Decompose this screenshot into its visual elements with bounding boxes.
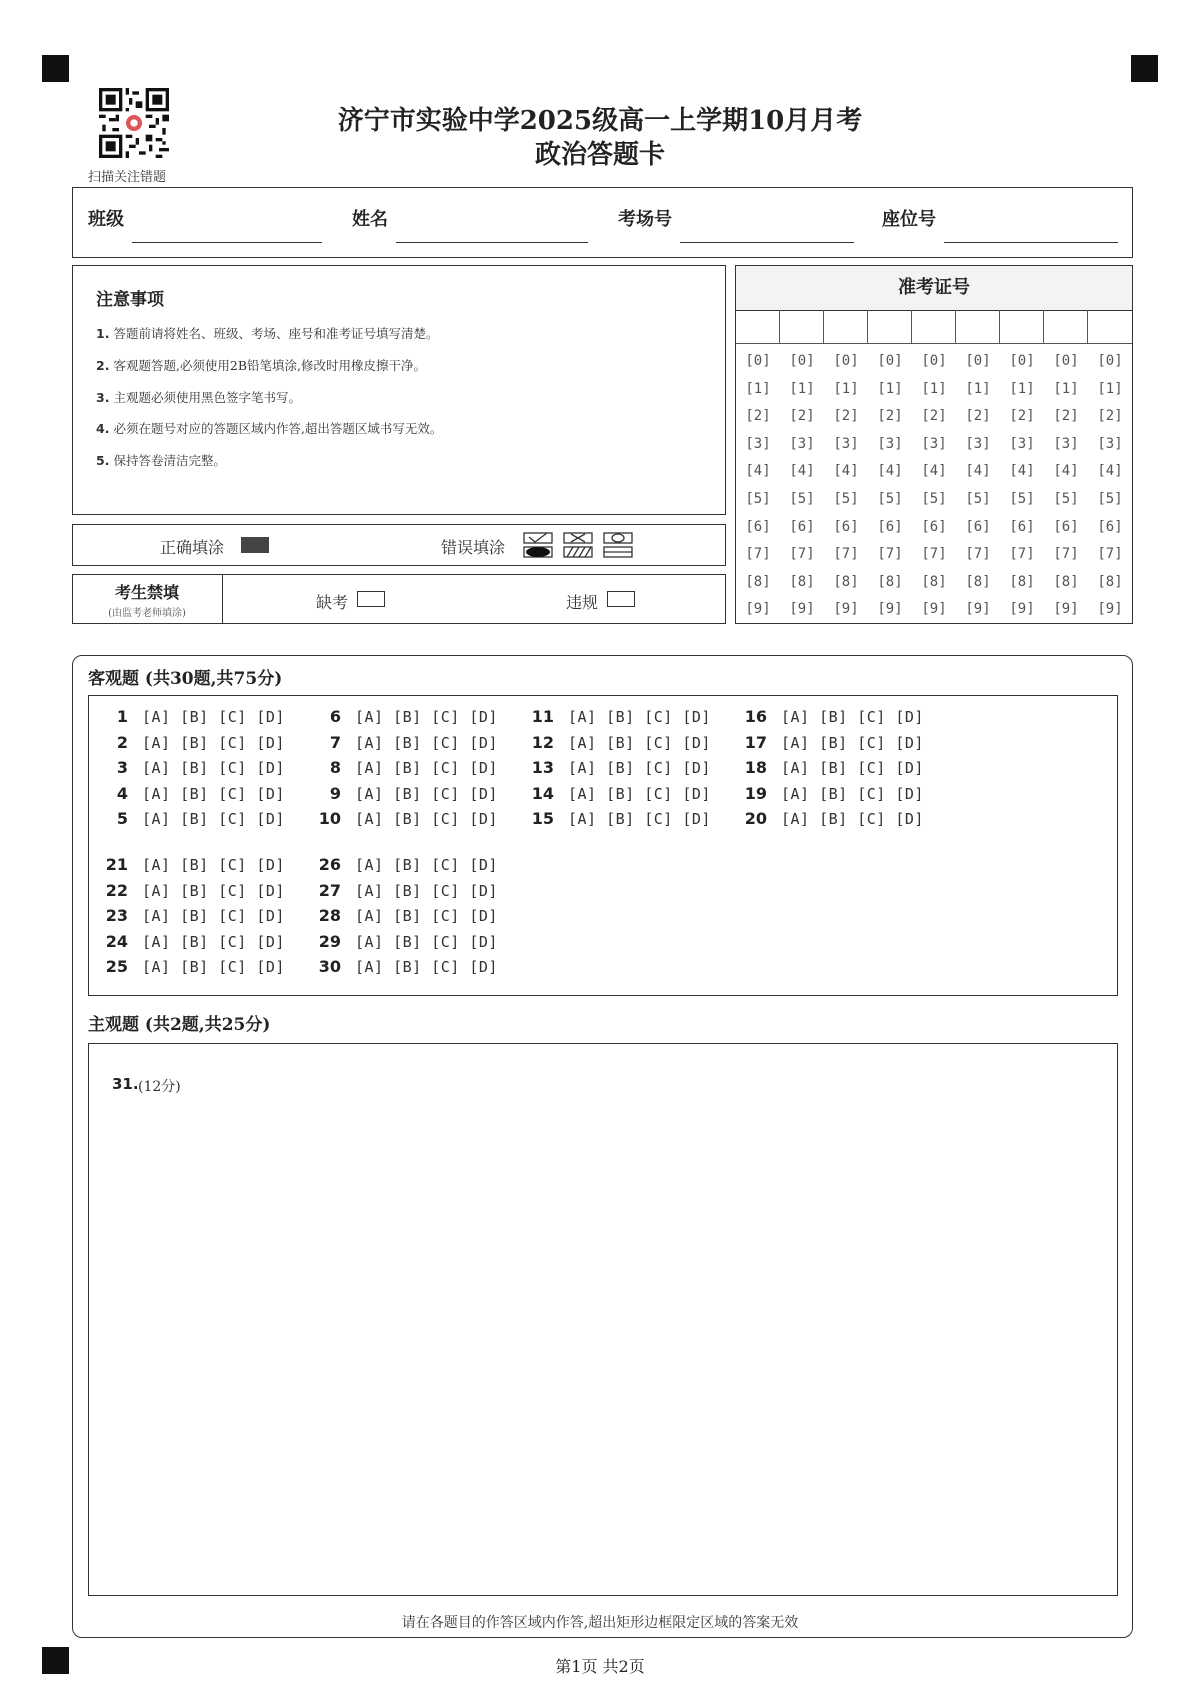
answer-options[interactable]: [A] [B] [C] [D] bbox=[355, 881, 498, 900]
admission-digit-bubble[interactable]: [9] bbox=[789, 601, 815, 618]
admission-digit-bubble[interactable]: [5] bbox=[1053, 491, 1079, 507]
q31-answer-area[interactable] bbox=[88, 1043, 1118, 1596]
admission-digit-bubble[interactable]: [6] bbox=[833, 518, 859, 535]
answer-options[interactable]: [A] [B] [C] [D] bbox=[355, 784, 498, 803]
question-number: 22 bbox=[105, 880, 128, 900]
exam-room-field[interactable] bbox=[680, 242, 854, 243]
admission-digit-bubble[interactable]: [5] bbox=[921, 491, 947, 507]
admission-digit-bubble[interactable]: [0] bbox=[877, 353, 903, 369]
admission-digit-bubble[interactable]: [7] bbox=[745, 546, 771, 563]
notice-item: 2. 客观题答题,必须使用2B铅笔填涂,修改时用橡皮擦干净。 bbox=[96, 358, 427, 373]
admission-digit-write-cell[interactable] bbox=[868, 310, 912, 344]
admission-digit-bubble[interactable]: [4] bbox=[745, 463, 771, 480]
admission-digit-bubble[interactable]: [5] bbox=[833, 491, 859, 507]
admission-digit-bubble[interactable]: [4] bbox=[877, 463, 903, 480]
admission-digit-bubble[interactable]: [6] bbox=[877, 518, 903, 535]
admission-digit-bubble[interactable]: [8] bbox=[877, 573, 903, 590]
question-number: 1 bbox=[116, 707, 128, 726]
admission-digit-bubble[interactable]: [6] bbox=[745, 518, 771, 535]
admission-digit-bubble[interactable]: [3] bbox=[965, 435, 991, 452]
admission-digit-bubble[interactable]: [3] bbox=[745, 435, 771, 452]
admission-number-title: 准考证号 bbox=[736, 266, 1132, 311]
admission-digit-bubble[interactable]: [1] bbox=[789, 380, 815, 397]
violation-label: 违规 bbox=[566, 593, 599, 612]
admission-digit-bubble[interactable]: [7] bbox=[921, 546, 947, 563]
notice-item: 3. 主观题必须使用黑色签字笔书写。 bbox=[96, 390, 301, 405]
objective-section-title: 客观题 (共30题,共75分) bbox=[88, 669, 283, 689]
admission-digit-bubble[interactable]: [8] bbox=[789, 573, 815, 590]
question-number: 21 bbox=[105, 855, 128, 874]
question-number: 17 bbox=[744, 732, 767, 752]
answer-options[interactable]: [A] [B] [C] [D] bbox=[142, 958, 285, 976]
proctor-sublabel: (由监考老师填涂) bbox=[108, 608, 186, 619]
answer-options[interactable]: [A] [B] [C] [D] bbox=[568, 759, 711, 777]
admission-digit-bubble[interactable]: [8] bbox=[1053, 573, 1079, 590]
question-number: 13 bbox=[531, 758, 554, 777]
admission-digit-bubble[interactable]: [2] bbox=[1097, 408, 1123, 425]
question-number: 29 bbox=[318, 931, 341, 951]
admission-digit-bubble[interactable]: [6] bbox=[1009, 518, 1035, 535]
admission-digit-bubble[interactable]: [7] bbox=[1097, 546, 1123, 563]
admission-digit-bubble[interactable]: [5] bbox=[877, 491, 903, 507]
objective-question-grid bbox=[88, 695, 1118, 996]
admission-digit-bubble[interactable]: [0] bbox=[965, 353, 991, 369]
violation-checkbox[interactable] bbox=[607, 591, 635, 607]
admission-digit-bubble[interactable]: [8] bbox=[745, 573, 771, 590]
question-number: 28 bbox=[318, 906, 341, 925]
admission-digit-bubble[interactable]: [9] bbox=[1053, 601, 1079, 618]
subjective-section-title: 主观题 (共2题,共25分) bbox=[88, 1015, 271, 1035]
page-title: 济宁市实验中学2025级高一上学期10月月考 bbox=[337, 106, 863, 136]
admission-digit-bubble[interactable]: [7] bbox=[877, 546, 903, 563]
admission-digit-bubble[interactable]: [9] bbox=[965, 601, 991, 618]
admission-digit-bubble[interactable]: [2] bbox=[877, 408, 903, 425]
admission-digit-write-cell[interactable] bbox=[780, 310, 824, 344]
admission-digit-bubble[interactable]: [6] bbox=[1053, 518, 1079, 535]
admission-digit-bubble[interactable]: [2] bbox=[745, 408, 771, 425]
admission-digit-bubble[interactable]: [7] bbox=[833, 546, 859, 563]
answer-options[interactable]: [A] [B] [C] [D] bbox=[142, 759, 285, 777]
question-number: 7 bbox=[329, 732, 341, 752]
q31-score: (12分) bbox=[138, 1079, 181, 1095]
notice-item: 1. 答题前请将姓名、班级、考场、座号和准考证号填写清楚。 bbox=[96, 326, 439, 341]
admission-digit-bubble[interactable]: [4] bbox=[921, 463, 947, 480]
question-number: 12 bbox=[531, 732, 554, 752]
admission-digit-write-cell[interactable] bbox=[956, 310, 1000, 344]
admission-digit-bubble[interactable]: [2] bbox=[833, 408, 859, 425]
admission-digit-bubble[interactable]: [1] bbox=[833, 380, 859, 397]
answer-options[interactable]: [A] [B] [C] [D] bbox=[781, 784, 924, 803]
name-field[interactable] bbox=[396, 242, 588, 243]
admission-digit-bubble[interactable]: [1] bbox=[921, 380, 947, 397]
admission-digit-bubble[interactable]: [7] bbox=[789, 546, 815, 563]
question-number: 24 bbox=[105, 931, 128, 951]
admission-digit-bubble[interactable]: [3] bbox=[1009, 435, 1035, 452]
question-number: 2 bbox=[116, 732, 128, 752]
admission-digit-bubble[interactable]: [1] bbox=[1097, 380, 1123, 397]
admission-digit-bubble[interactable]: [4] bbox=[789, 463, 815, 480]
question-number: 9 bbox=[329, 783, 341, 803]
admission-digit-bubble[interactable]: [5] bbox=[1009, 491, 1035, 507]
answer-options[interactable]: [A] [B] [C] [D] bbox=[781, 733, 924, 752]
answer-options[interactable]: [A] [B] [C] [D] bbox=[142, 932, 285, 951]
admission-digit-bubble[interactable]: [1] bbox=[745, 380, 771, 397]
admission-digit-bubble[interactable]: [9] bbox=[921, 601, 947, 618]
admission-digit-bubble[interactable]: [8] bbox=[965, 573, 991, 590]
page-subtitle: 政治答题卡 bbox=[534, 140, 665, 170]
admission-digit-bubble[interactable]: [0] bbox=[921, 353, 947, 369]
admission-digit-bubble[interactable]: [5] bbox=[1097, 491, 1123, 507]
answer-options[interactable]: [A] [B] [C] [D] bbox=[355, 759, 498, 777]
admission-digit-write-cell[interactable] bbox=[824, 310, 868, 344]
admission-digit-bubble[interactable]: [5] bbox=[745, 491, 771, 507]
admission-digit-bubble[interactable]: [2] bbox=[789, 408, 815, 425]
admission-digit-bubble[interactable]: [8] bbox=[921, 573, 947, 590]
admission-digit-bubble[interactable]: [1] bbox=[1009, 380, 1035, 397]
admission-digit-bubble[interactable]: [9] bbox=[745, 601, 771, 618]
question-number: 5 bbox=[116, 809, 128, 828]
student-info-box bbox=[72, 187, 1133, 258]
qr-caption: 扫描关注错题 bbox=[88, 170, 167, 185]
admission-digit-bubble[interactable]: [9] bbox=[877, 601, 903, 618]
admission-digit-bubble[interactable]: [3] bbox=[789, 435, 815, 452]
registration-marker-top-left bbox=[42, 55, 69, 82]
admission-digit-write-cell[interactable] bbox=[1088, 310, 1132, 344]
admission-digit-bubble[interactable]: [6] bbox=[789, 518, 815, 535]
admission-digit-bubble[interactable]: [4] bbox=[833, 463, 859, 480]
admission-digit-bubble[interactable]: [3] bbox=[833, 435, 859, 452]
admission-digit-bubble[interactable]: [0] bbox=[1097, 353, 1123, 369]
admission-digit-write-cell[interactable] bbox=[1044, 310, 1088, 344]
admission-number-grid bbox=[736, 310, 1132, 623]
absent-label: 缺考 bbox=[316, 593, 349, 612]
admission-digit-bubble[interactable]: [8] bbox=[1097, 573, 1123, 590]
question-number: 10 bbox=[318, 809, 341, 828]
answer-options[interactable]: [A] [B] [C] [D] bbox=[781, 810, 924, 828]
answer-area-warning: 请在各题目的作答区域内作答,超出矩形边框限定区域的答案无效 bbox=[401, 1615, 799, 1631]
answer-options[interactable]: [A] [B] [C] [D] bbox=[781, 759, 924, 777]
page-number: 第1页 共2页 bbox=[555, 1657, 645, 1676]
answer-options[interactable]: [A] [B] [C] [D] bbox=[355, 958, 498, 976]
answer-options[interactable]: [A] [B] [C] [D] bbox=[142, 733, 285, 752]
admission-digit-bubble[interactable]: [1] bbox=[965, 380, 991, 397]
notice-item: 5. 保持答卷清洁完整。 bbox=[96, 453, 226, 468]
question-number: 20 bbox=[744, 809, 767, 828]
admission-digit-bubble[interactable]: [3] bbox=[1097, 435, 1123, 452]
question-number: 26 bbox=[318, 855, 341, 874]
question-number: 15 bbox=[531, 809, 554, 828]
q31-number: 31. bbox=[112, 1075, 139, 1093]
admission-digit-bubble[interactable]: [5] bbox=[965, 491, 991, 507]
answer-options[interactable]: [A] [B] [C] [D] bbox=[568, 708, 711, 726]
absent-checkbox[interactable] bbox=[357, 591, 385, 607]
correct-fill-label: 正确填涂 bbox=[160, 538, 225, 557]
admission-digit-bubble[interactable]: [0] bbox=[745, 353, 771, 369]
question-number: 8 bbox=[329, 758, 341, 777]
correct-fill-icon bbox=[241, 537, 269, 553]
class-field[interactable] bbox=[132, 242, 322, 243]
answer-options[interactable]: [A] [B] [C] [D] bbox=[142, 881, 285, 900]
answer-options[interactable]: [A] [B] [C] [D] bbox=[355, 733, 498, 752]
answer-options[interactable]: [A] [B] [C] [D] bbox=[355, 856, 498, 874]
admission-digit-bubble[interactable]: [1] bbox=[877, 380, 903, 397]
question-number: 14 bbox=[531, 783, 554, 803]
admission-digit-bubble[interactable]: [6] bbox=[1097, 518, 1123, 535]
admission-digit-bubble[interactable]: [2] bbox=[1053, 408, 1079, 425]
admission-digit-bubble[interactable]: [9] bbox=[833, 601, 859, 618]
admission-digit-write-cell[interactable] bbox=[1000, 310, 1044, 344]
answer-options[interactable]: [A] [B] [C] [D] bbox=[142, 708, 285, 726]
notice-title: 注意事项 bbox=[96, 290, 164, 310]
question-number: 4 bbox=[116, 783, 128, 803]
admission-digit-bubble[interactable]: [7] bbox=[1053, 546, 1079, 563]
admission-digit-bubble[interactable]: [3] bbox=[1053, 435, 1079, 452]
admission-digit-write-cell[interactable] bbox=[736, 310, 780, 344]
admission-digit-bubble[interactable]: [3] bbox=[921, 435, 947, 452]
admission-digit-bubble[interactable]: [4] bbox=[1053, 463, 1079, 480]
answer-options[interactable]: [A] [B] [C] [D] bbox=[142, 784, 285, 803]
answer-options[interactable]: [A] [B] [C] [D] bbox=[781, 708, 924, 726]
admission-digit-bubble[interactable]: [8] bbox=[1009, 573, 1035, 590]
question-number: 25 bbox=[105, 957, 128, 976]
proctor-label: 考生禁填 bbox=[114, 583, 179, 602]
answer-options[interactable]: [A] [B] [C] [D] bbox=[568, 784, 711, 803]
admission-digit-bubble[interactable]: [0] bbox=[1053, 353, 1079, 369]
question-number: 16 bbox=[744, 707, 767, 726]
wrong-fill-label: 错误填涂 bbox=[441, 538, 506, 557]
admission-digit-bubble[interactable]: [8] bbox=[833, 573, 859, 590]
question-number: 30 bbox=[318, 957, 341, 976]
admission-digit-bubble[interactable]: [7] bbox=[965, 546, 991, 563]
admission-digit-bubble[interactable]: [9] bbox=[1009, 601, 1035, 618]
admission-digit-bubble[interactable]: [6] bbox=[965, 518, 991, 535]
answer-options[interactable]: [A] [B] [C] [D] bbox=[355, 810, 498, 828]
admission-digit-bubble[interactable]: [9] bbox=[1097, 601, 1123, 618]
admission-digit-bubble[interactable]: [2] bbox=[921, 408, 947, 425]
seat-field[interactable] bbox=[944, 242, 1118, 243]
answer-options[interactable]: [A] [B] [C] [D] bbox=[142, 810, 285, 828]
answer-options[interactable]: [A] [B] [C] [D] bbox=[142, 907, 285, 925]
answer-options[interactable]: [A] [B] [C] [D] bbox=[355, 708, 498, 726]
admission-digit-bubble[interactable]: [3] bbox=[877, 435, 903, 452]
name-label: 姓名 bbox=[352, 209, 388, 230]
admission-digit-bubble[interactable]: [0] bbox=[1009, 353, 1035, 369]
seat-label: 座位号 bbox=[882, 209, 936, 230]
admission-digit-bubble[interactable]: [2] bbox=[1009, 408, 1035, 425]
admission-digit-write-cell[interactable] bbox=[912, 310, 956, 344]
wrong-fill-icons bbox=[523, 532, 643, 562]
admission-digit-bubble[interactable]: [4] bbox=[1097, 463, 1123, 480]
answer-options[interactable]: [A] [B] [C] [D] bbox=[355, 932, 498, 951]
question-number: 27 bbox=[318, 880, 341, 900]
question-number: 6 bbox=[329, 707, 341, 726]
admission-digit-bubble[interactable]: [0] bbox=[789, 353, 815, 369]
admission-digit-bubble[interactable]: [7] bbox=[1009, 546, 1035, 563]
admission-digit-bubble[interactable]: [4] bbox=[1009, 463, 1035, 480]
admission-digit-bubble[interactable]: [2] bbox=[965, 408, 991, 425]
proctor-divider bbox=[222, 574, 223, 624]
answer-options[interactable]: [A] [B] [C] [D] bbox=[355, 907, 498, 925]
class-label: 班级 bbox=[88, 209, 124, 230]
answer-options[interactable]: [A] [B] [C] [D] bbox=[568, 810, 711, 828]
admission-digit-bubble[interactable]: [6] bbox=[921, 518, 947, 535]
question-number: 18 bbox=[744, 758, 767, 777]
question-number: 3 bbox=[116, 758, 128, 777]
registration-marker-top-right bbox=[1131, 55, 1158, 82]
admission-digit-bubble[interactable]: [5] bbox=[789, 491, 815, 507]
exam-room-label: 考场号 bbox=[618, 209, 672, 230]
answer-options[interactable]: [A] [B] [C] [D] bbox=[142, 856, 285, 874]
question-number: 19 bbox=[744, 783, 767, 803]
admission-digit-bubble[interactable]: [1] bbox=[1053, 380, 1079, 397]
question-number: 11 bbox=[531, 707, 554, 726]
admission-digit-bubble[interactable]: [0] bbox=[833, 353, 859, 369]
question-number: 23 bbox=[105, 906, 128, 925]
answer-options[interactable]: [A] [B] [C] [D] bbox=[568, 733, 711, 752]
admission-digit-bubble[interactable]: [4] bbox=[965, 463, 991, 480]
notice-item: 4. 必须在题号对应的答题区域内作答,超出答题区域书写无效。 bbox=[96, 421, 443, 436]
